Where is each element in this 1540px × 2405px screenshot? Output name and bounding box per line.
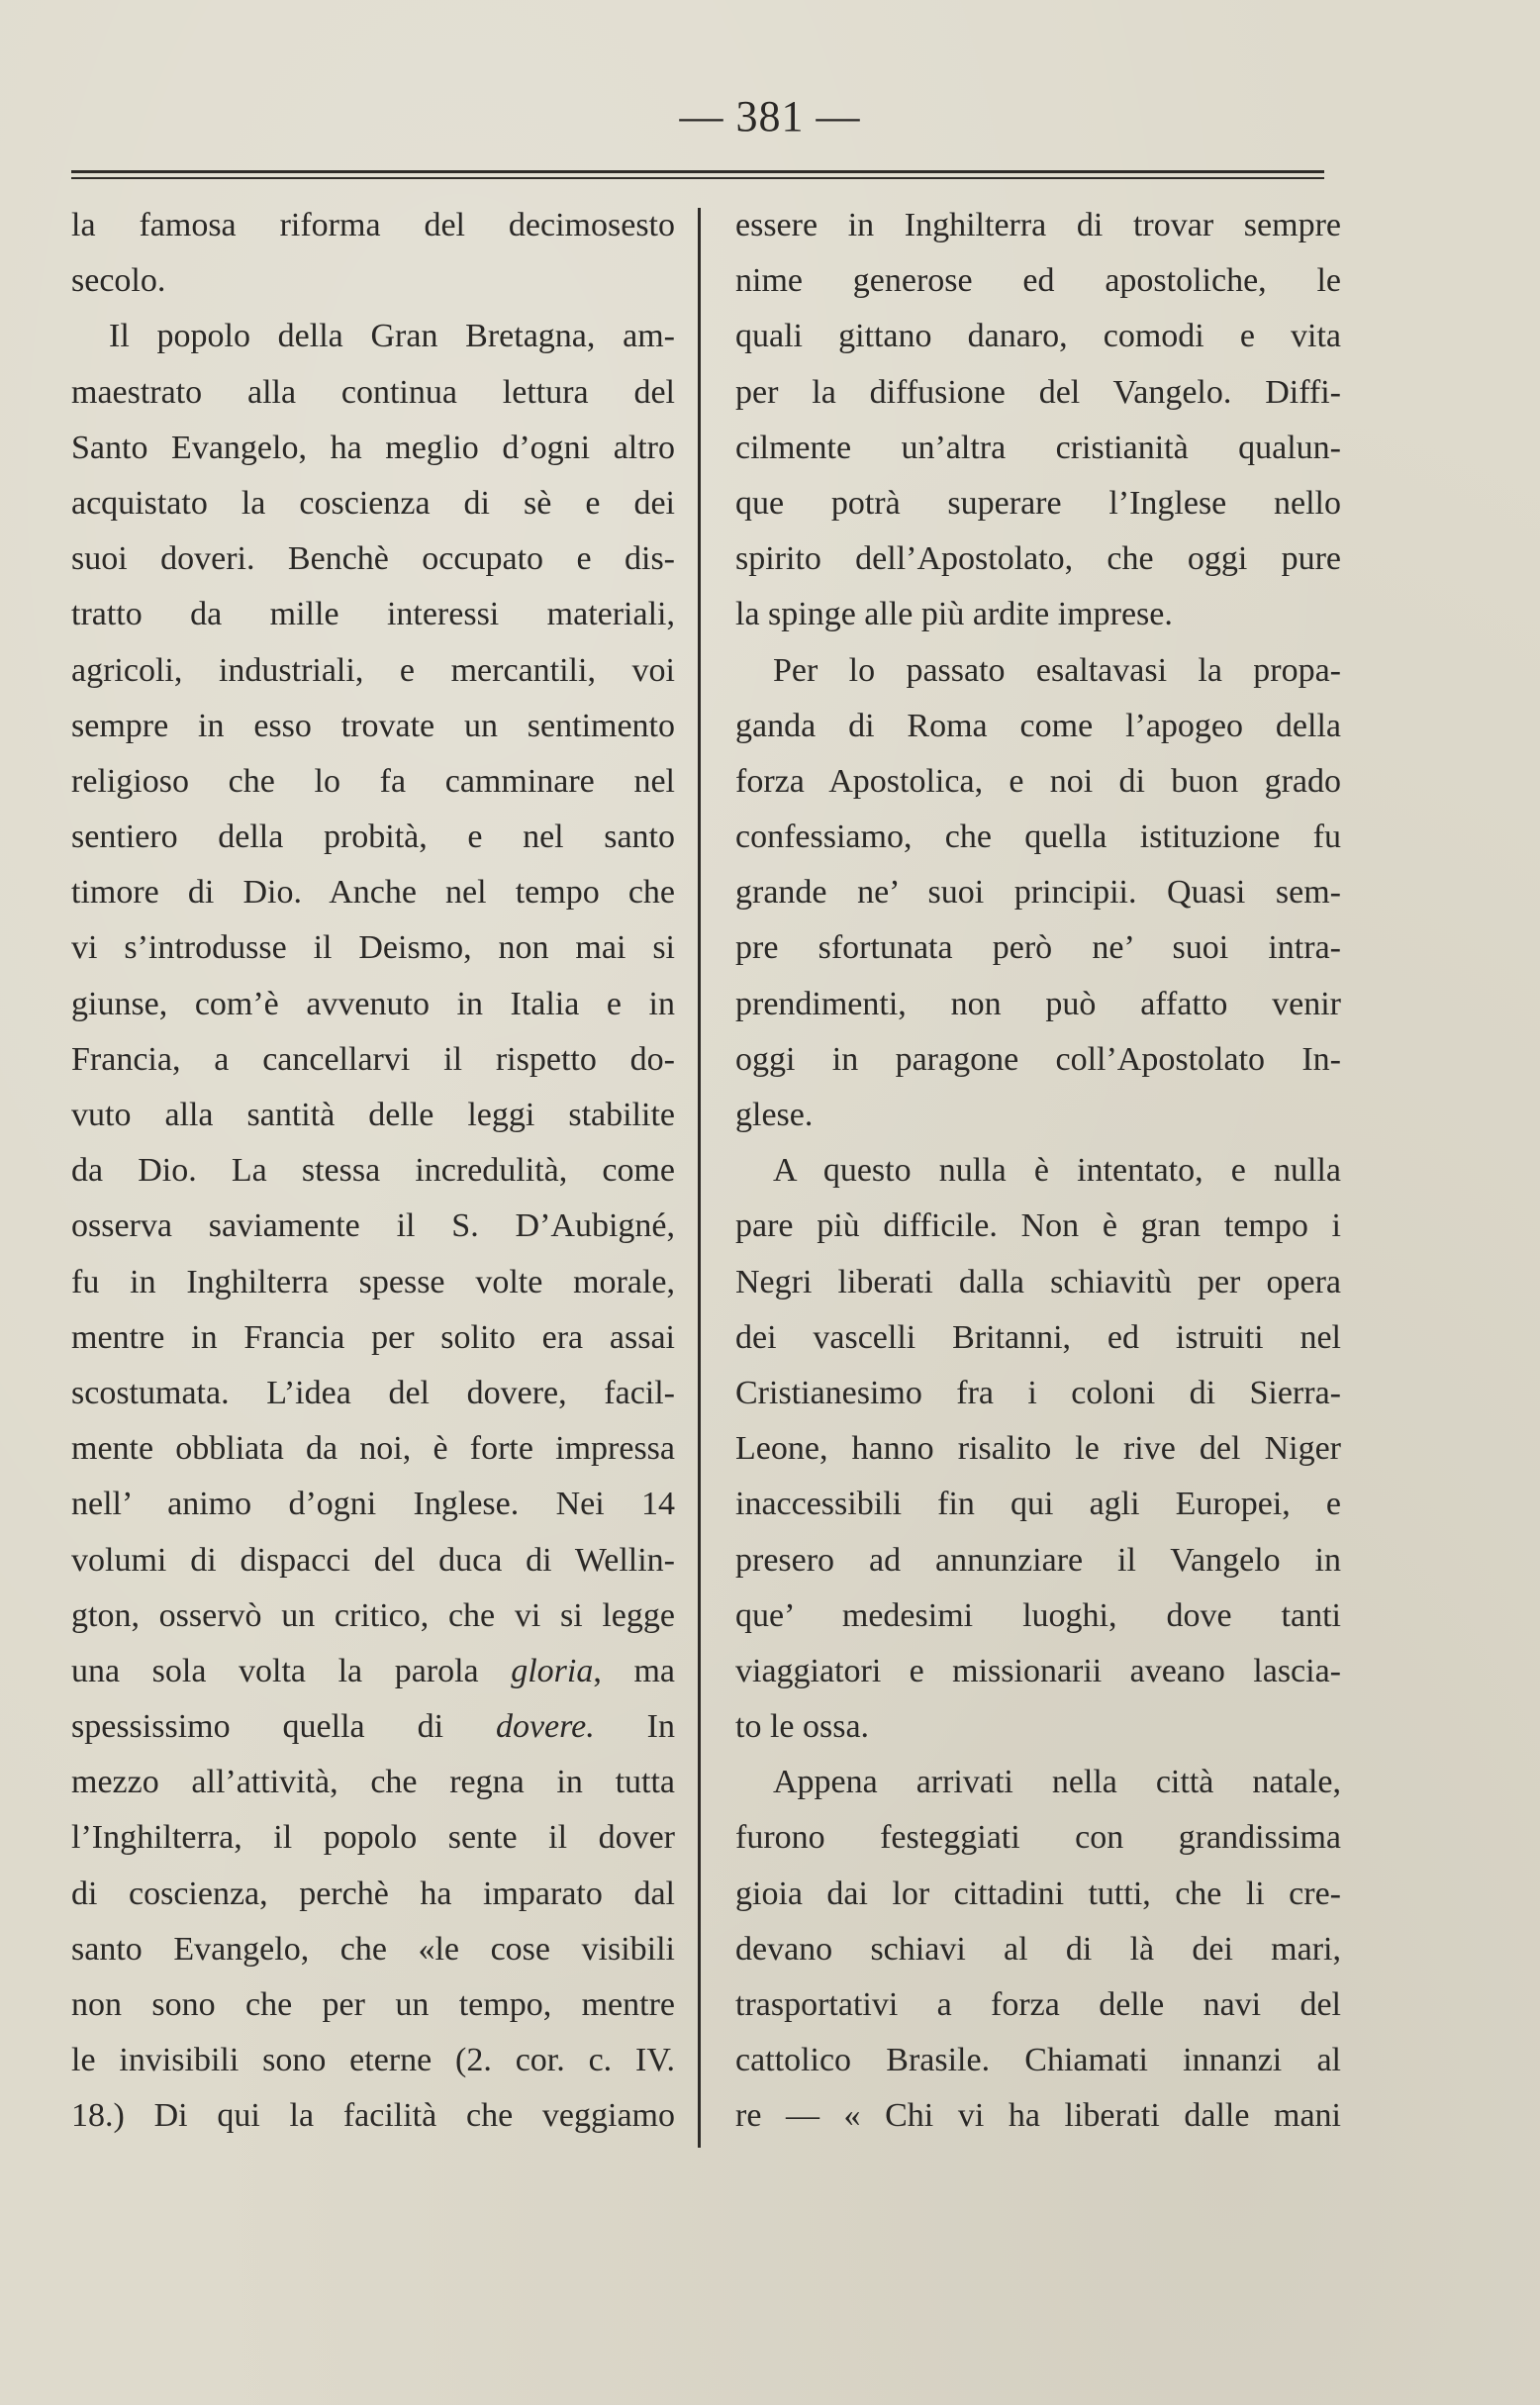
text-line: spirito dell’Apostolato, che oggi pure	[735, 540, 1341, 578]
text-line: presero ad annunziare il Vangelo in	[735, 1541, 1341, 1579]
text-line: Negri liberati dalla schiavitù per opera	[735, 1263, 1341, 1300]
text-line: dei vascelli Britanni, ed istruiti nel	[735, 1318, 1341, 1356]
text-line: timore di Dio. Anche nel tempo che	[71, 874, 675, 912]
italic-word: dovere.	[495, 1708, 595, 1746]
text-line: Francia, a cancellarvi il rispetto do-	[71, 1040, 675, 1078]
text-line: cilmente un’altra cristianità qualun-	[735, 429, 1341, 466]
text-line: que’ medesimi luoghi, dove tanti	[735, 1596, 1341, 1634]
text-line: suoi doveri. Benchè occupato e dis-	[71, 540, 675, 578]
left-text-column	[71, 198, 675, 2145]
text-line: tratto da mille interessi materiali,	[71, 596, 675, 633]
text-line: le invisibili sono eterne (2. cor. c. IV.	[71, 2042, 675, 2079]
text-line: gioia dai lor cittadini tutti, che li cre-	[735, 1875, 1341, 1912]
text-line: confessiamo, che quella istituzione fu	[735, 818, 1341, 856]
text-segment: spessissimo quella di	[71, 1708, 496, 1746]
text-line: per la diffusione del Vangelo. Diffi-	[735, 373, 1341, 411]
text-line: non sono che per un tempo, mentre	[71, 1986, 675, 2023]
text-line: Cristianesimo fra i coloni di Sierra-	[735, 1374, 1341, 1411]
text-line: maestrato alla continua lettura del	[71, 373, 675, 411]
text-line	[71, 1699, 675, 1755]
text-line: volumi di dispacci del duca di Wellin-	[71, 1541, 675, 1579]
text-line: sempre in esso trovate un sentimento	[71, 707, 675, 744]
text-segment: una sola volta la parola	[71, 1652, 512, 1689]
text-line: vi s’introdusse il Deismo, non mai si	[71, 929, 675, 967]
text-line: 18.) Di qui la facilità che veggiamo	[71, 2097, 675, 2135]
header-rule	[71, 170, 1324, 173]
text-line: cattolico Brasile. Chiamati innanzi al	[735, 2042, 1341, 2079]
text-line: viaggiatori e missionarii aveano lascia-	[735, 1652, 1341, 1689]
text-line: la famosa riforma del decimosesto	[71, 207, 675, 243]
text-line: re — « Chi vi ha liberati dalle mani	[735, 2097, 1341, 2135]
text-line: Il popolo della Gran Bretagna, am-	[109, 318, 675, 355]
text-line: Santo Evangelo, ha meglio d’ogni altro	[71, 429, 675, 466]
text-line: santo Evangelo, che «le cose visibili	[71, 1930, 675, 1968]
text-line: da Dio. La stessa incredulità, come	[71, 1152, 675, 1190]
text-line: nime generose ed apostoliche, le	[735, 262, 1341, 300]
text-line: di coscienza, perchè ha imparato dal	[71, 1875, 675, 1912]
header-rule-thin	[71, 177, 1324, 179]
text-line: acquistato la coscienza di sè e dei	[71, 484, 675, 522]
text-line: gton, osservò un critico, che vi si legge	[71, 1596, 675, 1634]
text-line: la spinge alle più ardite imprese.	[735, 596, 1173, 633]
text-line: sentiero della probità, e nel santo	[71, 818, 675, 856]
text-line: glese.	[735, 1097, 814, 1133]
text-line: mezzo all’attività, che regna in tutta	[71, 1764, 675, 1801]
text-line: agricoli, industriali, e mercantili, voi	[71, 651, 675, 689]
text-line: scostumata. L’idea del dovere, facil-	[71, 1374, 675, 1411]
text-line: furono festeggiati con grandissima	[735, 1819, 1341, 1857]
text-line: oggi in paragone coll’Apostolato In-	[735, 1040, 1341, 1078]
text-line: l’Inghilterra, il popolo sente il dover	[71, 1819, 675, 1857]
text-line: religioso che lo fa camminare nel	[71, 762, 675, 800]
text-line: Leone, hanno risalito le rive del Niger	[735, 1430, 1341, 1468]
text-line: Per lo passato esaltavasi la propa-	[773, 651, 1341, 689]
column-divider	[698, 208, 701, 2148]
text-line: grande ne’ suoi principii. Quasi sem-	[735, 874, 1341, 912]
text-line: nell’ animo d’ogni Inglese. Nei 14	[71, 1486, 675, 1523]
text-line: trasportativi a forza delle navi del	[735, 1986, 1341, 2023]
text-line: pare più difficile. Non è gran tempo i	[735, 1207, 1341, 1245]
text-line: mente obbliata da noi, è forte impressa	[71, 1430, 675, 1468]
page-number: — 381 —	[679, 92, 861, 141]
text-line: osserva saviamente il S. D’Aubigné,	[71, 1207, 675, 1245]
text-line	[71, 1644, 675, 1699]
text-line: que potrà superare l’Inglese nello	[735, 484, 1341, 522]
text-line: ganda di Roma come l’apogeo della	[735, 707, 1341, 744]
text-segment: In	[594, 1708, 675, 1746]
right-text-column	[735, 198, 1341, 2145]
italic-word: gloria	[511, 1652, 594, 1689]
text-line: devano schiavi al di là dei mari,	[735, 1930, 1341, 1968]
text-line: forza Apostolica, e noi di buon grado	[735, 762, 1341, 800]
text-line: vuto alla santità delle leggi stabilite	[71, 1097, 675, 1133]
text-line: mentre in Francia per solito era assai	[71, 1318, 675, 1356]
text-segment: , ma	[593, 1652, 675, 1689]
text-line: quali gittano danaro, comodi e vita	[735, 318, 1341, 355]
text-line: essere in Inghilterra di trovar sempre	[735, 207, 1341, 243]
text-line: fu in Inghilterra spesse volte morale,	[71, 1263, 675, 1300]
text-line: A questo nulla è intentato, e nulla	[773, 1152, 1341, 1190]
text-line: Appena arrivati nella città natale,	[773, 1764, 1341, 1801]
text-line: giunse, com’è avvenuto in Italia e in	[71, 985, 675, 1022]
text-line: pre sfortunata però ne’ suoi intra-	[735, 929, 1341, 967]
text-line: secolo.	[71, 262, 166, 300]
text-line: prendimenti, non può affatto venir	[735, 985, 1341, 1022]
text-line: inaccessibili fin qui agli Europei, e	[735, 1486, 1341, 1523]
text-line: to le ossa.	[735, 1708, 870, 1746]
